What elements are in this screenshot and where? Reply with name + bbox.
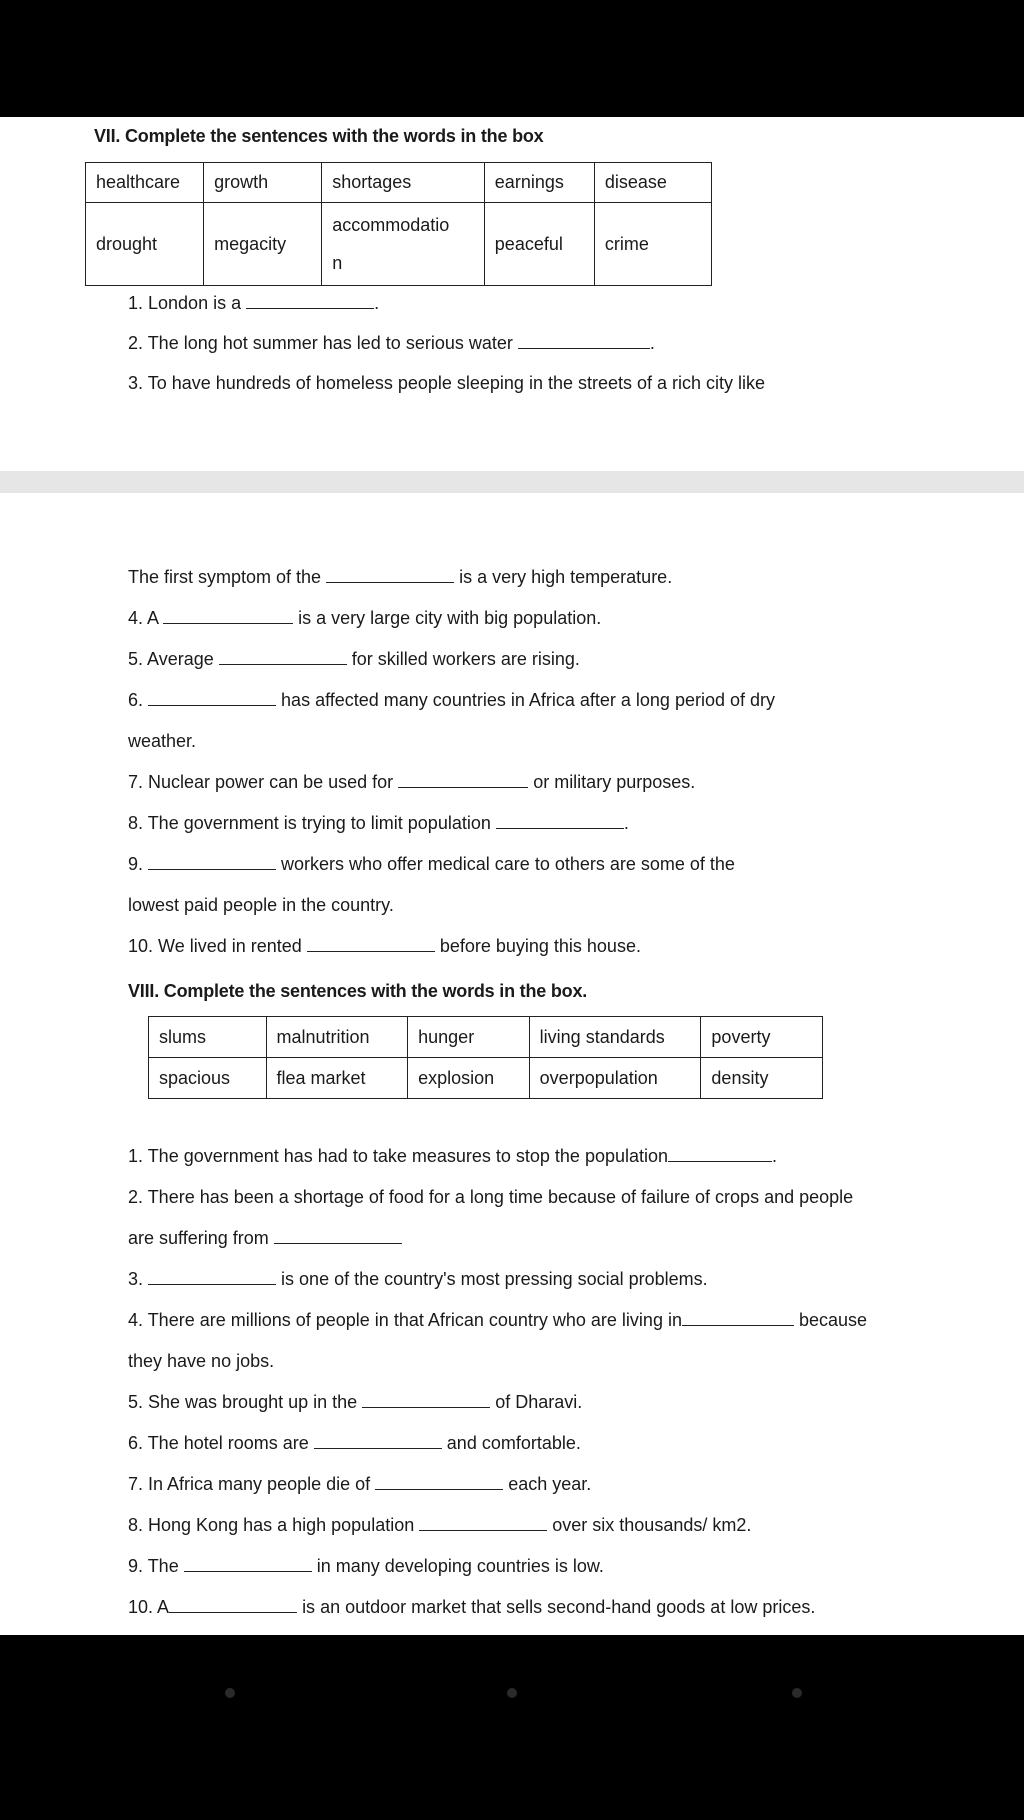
- sentence-text: .: [772, 1146, 778, 1166]
- word-cell: drought: [86, 203, 204, 286]
- sentence: [128, 649, 580, 670]
- word-cell: disease: [594, 163, 711, 203]
- answer-blank[interactable]: [184, 1557, 312, 1572]
- sentence-text: 10. We lived in rented: [128, 936, 302, 956]
- sentence-text: is one of the country's most pressing social problems.: [281, 1269, 708, 1289]
- word-cell: spacious: [149, 1058, 267, 1099]
- section-7-heading: VII. Complete the sentences with the words in the box: [94, 126, 544, 146]
- word-cell: shortages: [322, 163, 485, 203]
- worksheet-page-2: [0, 493, 1024, 1635]
- word-box-7: [85, 162, 712, 286]
- sentence: [128, 1515, 751, 1536]
- answer-blank[interactable]: [148, 855, 276, 870]
- word-cell-line: n: [332, 253, 343, 273]
- sentence: [128, 854, 735, 875]
- answer-blank[interactable]: [163, 609, 293, 624]
- word-cell: explosion: [408, 1058, 530, 1099]
- sentence: [128, 567, 672, 588]
- sentence: [128, 895, 394, 916]
- nav-dot[interactable]: [507, 1688, 517, 1698]
- sentence: [128, 1228, 402, 1249]
- sentence-text: 6.: [128, 690, 144, 710]
- sentence-text: .: [374, 293, 380, 313]
- word-cell: growth: [204, 163, 322, 203]
- sentence-text: 7. Nuclear power can be used for: [128, 772, 394, 792]
- sentence-text: The first symptom of the: [128, 567, 322, 587]
- sentence-text: 9.: [128, 854, 144, 874]
- sentence-text: .: [649, 333, 655, 353]
- sentence-text: 5. Average: [128, 649, 214, 669]
- sentence-text: are suffering from: [128, 1228, 269, 1248]
- sentence-text: has affected many countries in Africa after a long period of dry: [281, 690, 775, 710]
- answer-blank[interactable]: [668, 1147, 772, 1162]
- sentence: [128, 813, 629, 834]
- sentence: [128, 1474, 591, 1495]
- word-cell: overpopulation: [529, 1058, 701, 1099]
- word-cell: malnutrition: [266, 1017, 408, 1058]
- sentence-text: workers who offer medical care to others are some of the: [281, 854, 735, 874]
- sentence-text: 7. In Africa many people die of: [128, 1474, 371, 1494]
- word-cell: [322, 203, 485, 286]
- nav-dot[interactable]: [225, 1688, 235, 1698]
- sentence-text: .: [623, 813, 629, 833]
- word-cell: megacity: [204, 203, 322, 286]
- sentence: [128, 1597, 815, 1618]
- sentence-text: 3.: [128, 1269, 144, 1289]
- sentence-text: 5. She was brought up in the: [128, 1392, 358, 1412]
- word-cell-line: accommodatio: [332, 215, 450, 235]
- sentence-text: 8. Hong Kong has a high population: [128, 1515, 415, 1535]
- word-cell: living standards: [529, 1017, 701, 1058]
- word-cell: slums: [149, 1017, 267, 1058]
- sentence-text: lowest paid people in the country.: [128, 895, 394, 915]
- word-box-8: [148, 1016, 823, 1099]
- answer-blank[interactable]: [314, 1434, 442, 1449]
- answer-blank[interactable]: [246, 294, 374, 309]
- sentence-text: and comfortable.: [446, 1433, 581, 1453]
- sentence: [128, 1269, 708, 1290]
- answer-blank[interactable]: [682, 1311, 794, 1326]
- sentence-text: or military purposes.: [533, 772, 696, 792]
- page-separator: [0, 471, 1024, 493]
- sentence-text: 8. The government is trying to limit population: [128, 813, 491, 833]
- answer-blank[interactable]: [148, 1270, 276, 1285]
- section-8-heading: VIII. Complete the sentences with the words in the box.: [128, 981, 588, 1001]
- sentence: [128, 772, 695, 793]
- sentence: [128, 731, 196, 752]
- sentence-text: 9. The: [128, 1556, 179, 1576]
- worksheet-page-1: [0, 117, 1024, 471]
- answer-blank[interactable]: [274, 1229, 402, 1244]
- sentence: [128, 690, 775, 711]
- sentence: [128, 608, 601, 629]
- word-cell: density: [701, 1058, 823, 1099]
- word-cell: healthcare: [86, 163, 204, 203]
- sentence-text: 1. The government has had to take measures to stop the population: [128, 1146, 669, 1166]
- sentence-text: 6. The hotel rooms are: [128, 1433, 309, 1453]
- word-cell: earnings: [484, 163, 594, 203]
- sentence-text: is a very high temperature.: [459, 567, 673, 587]
- nav-dot[interactable]: [792, 1688, 802, 1698]
- sentence-text: 4. A: [128, 608, 159, 628]
- word-cell: hunger: [408, 1017, 530, 1058]
- answer-blank[interactable]: [148, 691, 276, 706]
- answer-blank[interactable]: [375, 1475, 503, 1490]
- sentence-text: 10. A: [128, 1597, 170, 1617]
- sentence-text: 2. There has been a shortage of food for a long time because of failure of crops and people: [128, 1187, 854, 1207]
- answer-blank[interactable]: [518, 334, 650, 349]
- answer-blank[interactable]: [219, 650, 347, 665]
- answer-blank[interactable]: [326, 568, 454, 583]
- sentence-text: weather.: [128, 731, 197, 751]
- sentence-text: over six thousands/ km2.: [552, 1515, 752, 1535]
- word-cell: peaceful: [484, 203, 594, 286]
- answer-blank[interactable]: [307, 937, 435, 952]
- word-cell: flea market: [266, 1058, 408, 1099]
- sentence: [128, 1146, 777, 1167]
- word-cell: poverty: [701, 1017, 823, 1058]
- sentence-text: they have no jobs.: [128, 1351, 275, 1371]
- word-cell: crime: [594, 203, 711, 286]
- answer-blank[interactable]: [398, 773, 528, 788]
- answer-blank[interactable]: [496, 814, 624, 829]
- sentence: [128, 373, 765, 394]
- sentence-text: each year.: [508, 1474, 592, 1494]
- answer-blank[interactable]: [362, 1393, 490, 1408]
- sentence-text: before buying this house.: [439, 936, 641, 956]
- sentence: [128, 333, 655, 354]
- answer-blank[interactable]: [169, 1598, 297, 1613]
- sentence-text: in many developing countries is low.: [316, 1556, 604, 1576]
- sentence-text: is an outdoor market that sells second-hand goods at low prices.: [302, 1597, 816, 1617]
- sentence: [128, 293, 379, 314]
- sentence-text: is a very large city with big population.: [298, 608, 602, 628]
- sentence-text: because: [798, 1310, 868, 1330]
- sentence: [128, 1392, 582, 1413]
- sentence-text: for skilled workers are rising.: [351, 649, 580, 669]
- sentence-text: 2. The long hot summer has led to serious water: [128, 333, 513, 353]
- answer-blank[interactable]: [419, 1516, 547, 1531]
- sentence: [128, 1556, 604, 1577]
- sentence: [128, 1433, 581, 1454]
- sentence: [128, 1310, 867, 1331]
- sentence-text: 4. There are millions of people in that African country who are living in: [128, 1310, 682, 1330]
- sentence: [128, 1351, 274, 1372]
- sentence-text: 3. To have hundreds of homeless people sleeping in the streets of a rich city like: [128, 373, 766, 393]
- sentence-text: of Dharavi.: [495, 1392, 583, 1412]
- sentence: [128, 1187, 853, 1208]
- sentence: [128, 936, 641, 957]
- sentence-text: 1. London is a: [128, 293, 242, 313]
